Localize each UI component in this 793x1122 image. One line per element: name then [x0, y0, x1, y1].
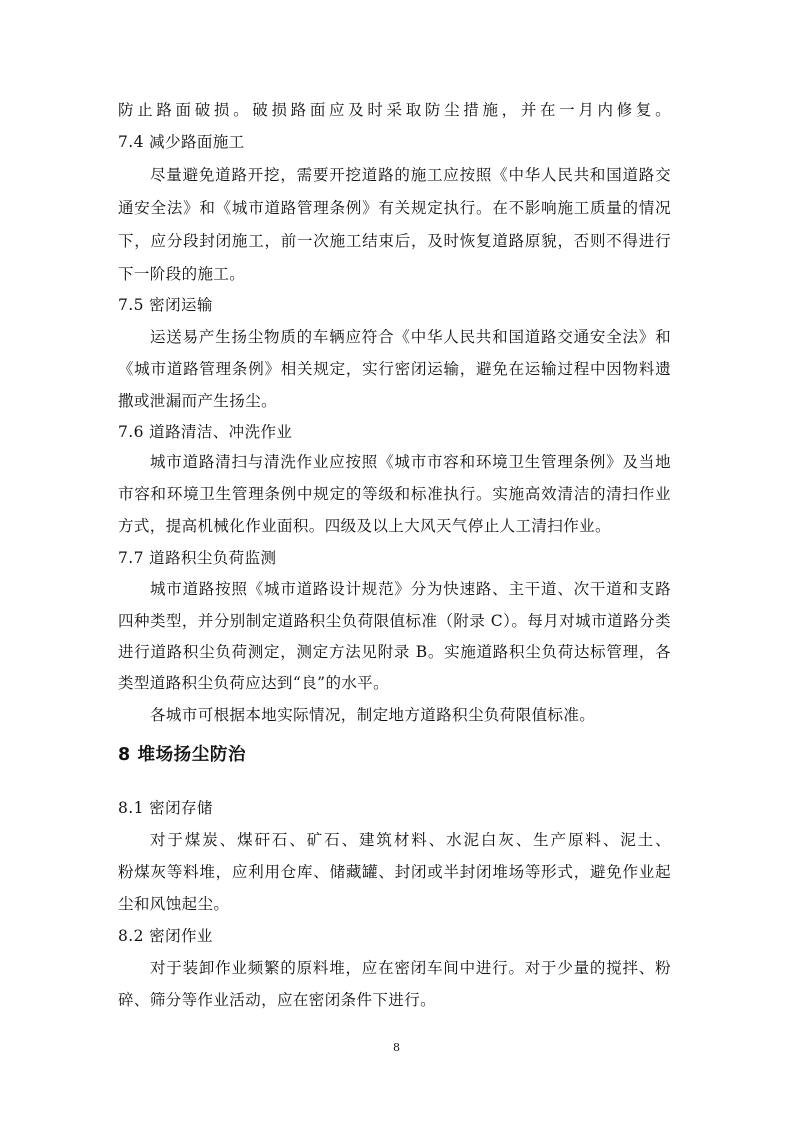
paragraph-line: 四种类型，并分别制定道路积尘负荷限值标准（附录 C）。每月对城市道路分类 [118, 612, 671, 630]
section-heading-8-1: 8.1 密闭存储 [118, 799, 213, 817]
paragraph-line: 尘和风蚀起尘。 [118, 895, 230, 913]
paragraph-line: 进行道路积尘负荷测定，测定方法见附录 B。实施道路积尘负荷达标管理，各 [118, 643, 671, 661]
section-heading-7-7: 7.7 道路积尘负荷监测 [118, 549, 277, 567]
paragraph-line: 市容和环境卫生管理条例中规定的等级和标准执行。实施高效清洁的清扫作业 [118, 485, 671, 503]
paragraph-line: 《城市道路管理条例》相关规定，实行密闭运输，避免在运输过程中因物料遗 [118, 360, 671, 378]
paragraph-line: 对于装卸作业频繁的原料堆，应在密闭车间中进行。对于少量的搅拌、粉 [150, 959, 671, 977]
paragraph-line: 撒或泄漏而产生扬尘。 [118, 392, 278, 410]
paragraph-line: 运送易产生扬尘物质的车辆应符合《中华人民共和国道路交通安全法》和 [150, 328, 671, 346]
paragraph-line: 通安全法》和《城市道路管理条例》有关规定执行。在不影响施工质量的情况 [118, 199, 671, 217]
paragraph-line: 防止路面破损。破损路面应及时采取防尘措施，并在一月内修复。 [118, 101, 671, 119]
section-heading-7-6: 7.6 道路清洁、冲洗作业 [118, 423, 293, 441]
chapter-heading-8: 8 堆场扬尘防治 [118, 745, 247, 765]
paragraph-line: 方式，提高机械化作业面积。四级及以上大风天气停止人工清扫作业。 [118, 517, 611, 535]
paragraph-line: 各城市可根据本地实际情况，制定地方道路积尘负荷限值标准。 [150, 706, 596, 724]
paragraph-line: 尽量避免道路开挖，需要开挖道路的施工应按照《中华人民共和国道路交 [150, 166, 671, 184]
paragraph-line: 类型道路积尘负荷应达到“良”的水平。 [118, 674, 390, 692]
section-heading-7-4: 7.4 减少路面施工 [118, 133, 245, 151]
paragraph-line: 下一阶段的施工。 [118, 265, 246, 283]
section-heading-7-5: 7.5 密闭运输 [118, 296, 213, 314]
paragraph-line: 城市道路按照《城市道路设计规范》分为快速路、主干道、次干道和支路 [150, 580, 671, 598]
paragraph-line: 城市道路清扫与清洗作业应按照《城市市容和环境卫生管理条例》及当地 [150, 453, 671, 471]
paragraph-line: 对于煤炭、煤矸石、矿石、建筑材料、水泥白灰、生产原料、泥土、 [150, 831, 671, 849]
page-number: 8 [393, 1041, 400, 1054]
paragraph-line: 下，应分段封闭施工，前一次施工结束后，及时恢复道路原貌，否则不得进行 [118, 232, 671, 250]
paragraph-line: 粉煤灰等料堆，应利用仓库、储藏罐、封闭或半封闭堆场等形式，避免作业起 [118, 863, 671, 881]
section-heading-8-2: 8.2 密闭作业 [118, 927, 213, 945]
paragraph-line: 碎、筛分等作业活动，应在密闭条件下进行。 [118, 991, 437, 1009]
